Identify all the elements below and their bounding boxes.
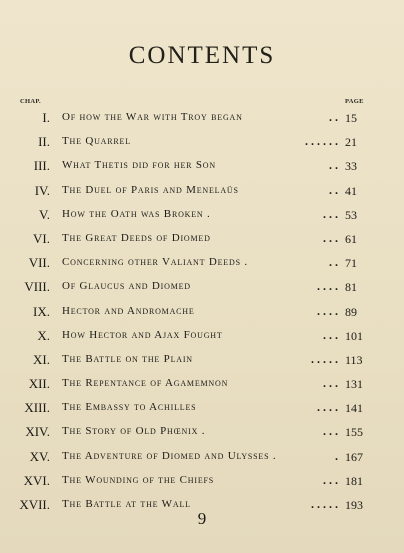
leader-dots: . . . . . . — [305, 134, 338, 149]
toc-entry — [0, 348, 404, 372]
leader-dots: . . . — [323, 230, 338, 245]
chapter-page-number: 61 — [345, 231, 357, 246]
chapter-title: The Adventure of Diomed and Ulysses . — [62, 449, 277, 462]
chapter-page-number: 33 — [345, 159, 357, 174]
toc-entry — [0, 106, 404, 130]
chapter-page-number: 15 — [345, 111, 357, 125]
chapter-page-number: 131 — [345, 377, 363, 392]
table-of-contents — [0, 106, 404, 517]
chapter-number: VIII. — [24, 279, 50, 295]
chapter-title: Of Glaucus and Diomed — [62, 280, 191, 293]
chapter-page-number: 53 — [345, 207, 357, 222]
chapter-page-number: 181 — [345, 473, 363, 488]
leader-dots: . . . — [323, 206, 338, 221]
leader-dots: . . — [329, 110, 338, 124]
chapter-number: VII. — [28, 255, 50, 271]
chapter-number: XV. — [29, 448, 50, 464]
leader-dots: . . . — [323, 472, 338, 487]
chapter-page-number: 113 — [345, 352, 363, 367]
toc-entry — [0, 154, 404, 178]
toc-entry — [0, 372, 404, 396]
chapter-title: The Embassy to Achilles — [62, 401, 197, 414]
chapter-page-number: 41 — [345, 183, 357, 198]
toc-entry — [0, 251, 404, 275]
chapter-number: XVI. — [23, 472, 50, 488]
chapter-title: Hector and Andromache — [62, 304, 195, 317]
leader-dots: . . — [329, 158, 338, 173]
chapter-page-number: 89 — [345, 304, 357, 319]
chapter-page-number: 101 — [345, 328, 363, 343]
chapter-title: The Great Deeds of Diomed — [62, 231, 211, 244]
page-number: 9 — [197, 509, 207, 528]
chapter-number: IX. — [33, 303, 50, 319]
chapter-title: The Wounding of the Chiefs — [62, 473, 215, 486]
toc-entry — [0, 203, 404, 227]
chapter-number: XIV. — [25, 424, 50, 440]
chapter-number: XIII. — [24, 400, 50, 416]
chapter-title: What Thetis did for her Son — [62, 159, 216, 172]
chapter-number: X. — [37, 327, 50, 343]
toc-entry — [0, 396, 404, 420]
page-title: CONTENTS — [128, 42, 276, 69]
leader-dots: . . — [329, 255, 338, 270]
chapter-title: Of how the War with Troy began — [62, 111, 243, 123]
leader-dots: . . . . — [317, 303, 338, 318]
leader-dots: . . . . . — [311, 497, 338, 511]
chapter-title: How the Oath was Broken . — [62, 207, 211, 220]
toc-entry — [0, 130, 404, 154]
chapter-title: The Battle at the Wall — [62, 498, 191, 510]
chapter-title: Concerning other Valiant Deeds . — [62, 256, 248, 269]
chapter-number: XII. — [28, 376, 50, 392]
chapter-column-header: CHAP. — [20, 98, 41, 105]
toc-entry — [0, 469, 404, 493]
page-column-header: PAGE — [345, 98, 364, 105]
chapter-page-number: 193 — [345, 498, 363, 512]
chapter-page-number: 71 — [345, 256, 357, 271]
leader-dots: . . . . — [317, 400, 338, 415]
chapter-title: The Battle on the Plain — [62, 352, 193, 365]
chapter-number: IV. — [34, 182, 50, 198]
toc-entry — [0, 445, 404, 469]
chapter-title: The Repentance of Agamemnon — [62, 377, 229, 390]
chapter-title: The Quarrel — [62, 135, 131, 148]
chapter-page-number: 155 — [345, 425, 363, 440]
chapter-title: The Duel of Paris and Menelaüs — [62, 183, 239, 196]
toc-entry — [0, 275, 404, 299]
chapter-page-number: 21 — [345, 135, 357, 150]
chapter-title: How Hector and Ajax Fought — [62, 328, 223, 341]
chapter-title: The Story of Old Phœnix . — [62, 425, 206, 438]
leader-dots: . . . — [323, 327, 338, 342]
chapter-page-number: 81 — [345, 280, 357, 295]
chapter-number: XI. — [33, 351, 50, 367]
leader-dots: . — [335, 448, 338, 463]
toc-entry — [0, 420, 404, 444]
leader-dots: . . . — [323, 424, 338, 439]
toc-entry — [0, 227, 404, 251]
chapter-number: I. — [42, 110, 50, 125]
chapter-number: VI. — [33, 230, 50, 246]
leader-dots: . . . . . — [311, 351, 338, 366]
chapter-number: III. — [33, 158, 50, 174]
leader-dots: . . . — [323, 376, 338, 391]
leader-dots: . . — [329, 182, 338, 197]
chapter-page-number: 141 — [345, 401, 363, 416]
chapter-number: V. — [39, 206, 50, 222]
toc-entry — [0, 179, 404, 203]
chapter-page-number: 167 — [345, 449, 363, 464]
toc-entry — [0, 300, 404, 324]
toc-entry — [0, 324, 404, 348]
chapter-number: XVII. — [19, 497, 50, 512]
chapter-number: II. — [38, 134, 50, 150]
leader-dots: . . . . — [317, 279, 338, 294]
